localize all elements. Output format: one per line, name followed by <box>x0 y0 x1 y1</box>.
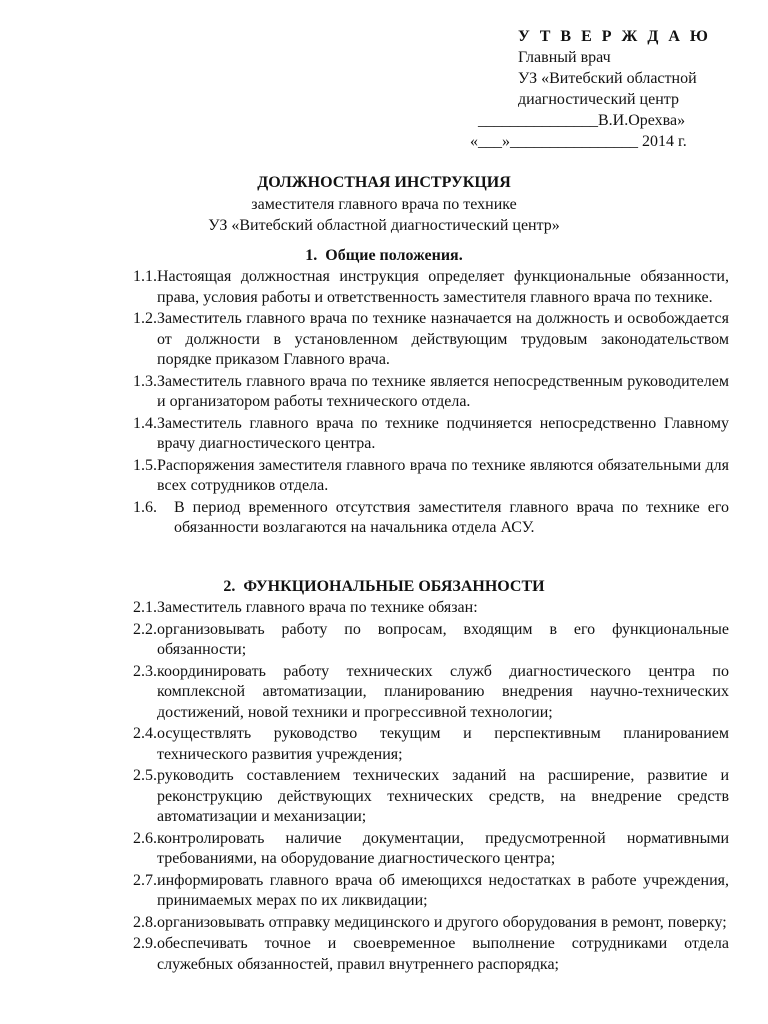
item-text: обеспечивать точное и своевременное выполнение сотрудниками отдела служебных обязанностей, правил внутреннего распорядка; <box>157 935 729 973</box>
list-item <box>0 766 729 828</box>
item-text: Распоряжения заместителя главного врача по технике являются обязательными для всех сотрудников отдела. <box>157 456 729 494</box>
document-title-block <box>0 172 768 236</box>
item-number: 2.4. <box>133 725 157 742</box>
list-item <box>0 309 729 371</box>
section-number: 2. <box>223 578 236 595</box>
item-number: 1.2. <box>133 310 157 327</box>
item-number: 2.9. <box>133 935 157 952</box>
item-text: осуществлять руководство текущим и перспективным планированием технического развития учреждения; <box>157 725 729 763</box>
document-subtitle-2: УЗ «Витебский областной диагностический центр» <box>208 217 560 234</box>
approval-block <box>470 26 760 152</box>
item-text: контролировать наличие документации, предусмотренной нормативными требованиями, на оборудование диагностического центра; <box>157 829 729 867</box>
list-item <box>0 934 729 975</box>
item-number: 2.6. <box>133 829 157 847</box>
list-item <box>0 267 729 308</box>
approval-org-line1: УЗ «Витебский областной <box>518 70 697 87</box>
list-item <box>0 620 729 661</box>
item-number: 2.1. <box>133 599 157 616</box>
item-number: 2.2. <box>133 620 157 638</box>
section-duties <box>0 576 768 976</box>
item-number: 2.5. <box>133 767 157 784</box>
document-title: ДОЛЖНОСТНАЯ ИНСТРУКЦИЯ <box>257 174 511 191</box>
list-item <box>0 913 729 934</box>
approval-position: Главный врач <box>518 49 611 66</box>
item-text: организовывать работу по вопросам, входящим в его функциональные обязанности; <box>157 620 729 658</box>
item-number: 2.3. <box>133 662 157 680</box>
section-general <box>0 245 768 540</box>
section-heading <box>0 245 768 267</box>
item-text: организовывать отправку медицинского и другого оборудования в ремонт, поверку; <box>157 913 727 931</box>
item-text: В период временного отсутствия заместителя главного врача по технике его обязанности возлагаются на начальника отдела АСУ. <box>174 498 729 536</box>
list-item <box>0 724 729 765</box>
item-text: координировать работу технических служб диагностического центра по комплексной автоматизации, планированию внедрения научно-технических достижений, новой техники и прогрессивной технологии; <box>157 662 729 721</box>
list-item <box>0 456 729 497</box>
list-item <box>0 829 729 870</box>
document-subtitle-1: заместителя главного врача по технике <box>251 196 517 213</box>
item-text: Заместитель главного врача по технике является непосредственным руководителем и организатором работы технического отдела. <box>157 372 729 410</box>
item-number: 2.8. <box>133 913 157 931</box>
section-title: Общие положения. <box>325 247 463 264</box>
section-heading <box>0 576 768 598</box>
item-number: 1.1. <box>133 268 157 285</box>
item-text: Настоящая должностная инструкция определяет функциональные обязанности, права, условия работы и ответственность заместителя главного врача по технике. <box>157 268 729 306</box>
approval-signature: _______________В.И.Орехва» <box>478 112 686 129</box>
item-text: Заместитель главного врача по технике подчиняется непосредственно Главному врачу диагностического центра. <box>157 414 729 452</box>
item-number: 1.5. <box>133 456 157 474</box>
list-item <box>0 662 729 724</box>
item-text: информировать главного врача об имеющихся недостатках в работе учреждения, принимаемых мерах по их ликвидации; <box>157 871 729 909</box>
item-number: 1.4. <box>133 414 157 432</box>
approval-date: «___»________________ 2014 г. <box>470 133 687 150</box>
list-item <box>0 372 729 413</box>
item-text: Заместитель главного врача по технике назначается на должность и освобождается от должности в установленном действующим трудовым законодательством порядке приказом Главного врача. <box>157 310 729 368</box>
approval-org-line2: диагностический центр <box>518 91 679 108</box>
list-item <box>0 871 729 912</box>
list-item <box>0 598 729 619</box>
section-items <box>0 598 768 975</box>
approval-title: У Т В Е Р Ж Д А Ю <box>518 28 711 45</box>
item-number: 1.3. <box>133 372 157 390</box>
section-title: ФУНКЦИОНАЛЬНЫЕ ОБЯЗАННОСТИ <box>243 578 545 595</box>
list-item <box>0 414 729 455</box>
section-items <box>0 267 768 539</box>
list-item <box>0 498 729 539</box>
item-number: 2.7. <box>133 871 157 889</box>
item-text: руководить составлением технических заданий на расширение, развитие и реконструкцию действующих технических средств, на внедрение средств автоматизации и механизации; <box>157 767 729 825</box>
item-number: 1.6. <box>133 498 157 516</box>
section-number: 1. <box>305 247 318 264</box>
item-text: Заместитель главного врача по технике обязан: <box>157 599 478 616</box>
